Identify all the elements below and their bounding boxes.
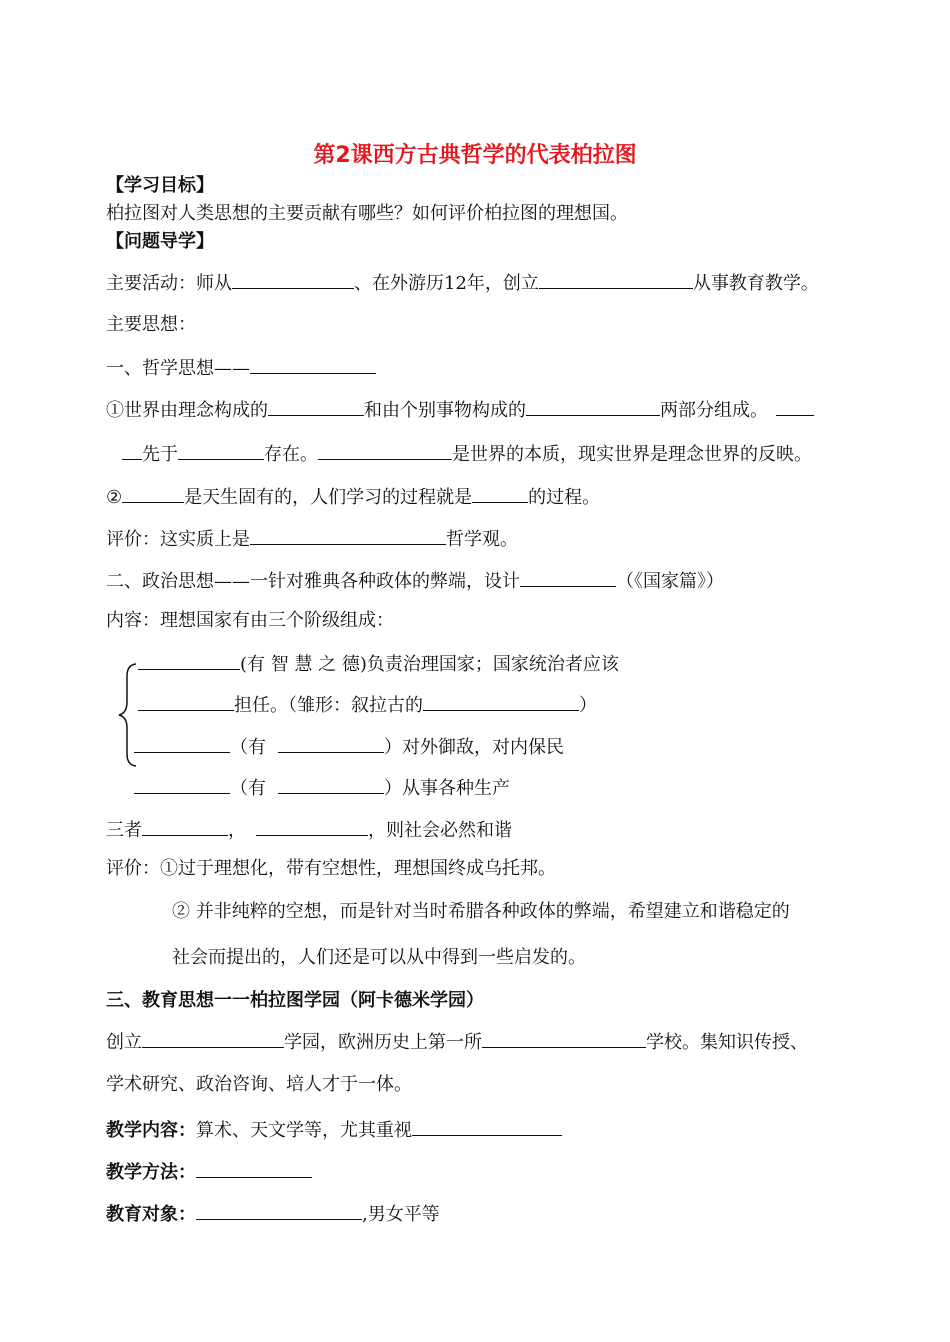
class-rulers-cont: 担任。（雏形：叙拉古的 ）	[138, 692, 597, 718]
philosophy-eval: 评价：这实质上是 哲学观。	[106, 526, 518, 552]
blank	[138, 651, 240, 670]
philosophy-heading: 一、哲学思想——	[106, 355, 376, 381]
blank	[142, 817, 228, 836]
goal-heading: 【学习目标】	[106, 175, 214, 196]
politics-eval-3: 社会而提出的，人们还是可以从中得到一些启发的。	[172, 947, 586, 968]
blank	[196, 1159, 312, 1178]
blank	[423, 692, 579, 711]
politics-content: 内容：理想国家有由三个阶级组成：	[106, 610, 394, 631]
blank	[250, 526, 446, 545]
activity-line: 主要活动：师从 、在外游历12年，创立 从事教育教学。	[106, 270, 819, 296]
blank	[412, 1117, 562, 1136]
blank	[196, 1201, 362, 1220]
philosophy-line-1: ①世界由理念构成的 和由个别事物构成的 两部分组成。	[106, 397, 814, 423]
three-classes-line: 三者 ， ，则社会必然和谐	[106, 817, 512, 843]
education-founding-cont: 学术研究、政治咨询、培人才于一体。	[106, 1074, 412, 1095]
blank	[472, 484, 528, 503]
class-guardians: （有 ）对外御敌，对内保民	[134, 734, 564, 760]
blank	[520, 568, 616, 587]
education-founding: 创立 学园，欧洲历史上第一所 学校。集知识传授、	[106, 1029, 808, 1055]
blank	[178, 441, 264, 460]
education-heading: 三、教育思想一一柏拉图学园（阿卡德米学园）	[106, 990, 484, 1011]
document-title: 第2课西方古典哲学的代表柏拉图	[313, 143, 637, 168]
teaching-method: 教学方法：	[106, 1159, 312, 1185]
blank	[250, 355, 376, 374]
blank	[256, 817, 368, 836]
goal-text: 柏拉图对人类思想的主要贡献有哪些？如何评价柏拉图的理想国。	[106, 203, 628, 224]
politics-eval-1: 评价：①过于理想化，带有空想性，理想国终成乌托邦。	[106, 858, 556, 879]
blank	[482, 1029, 646, 1048]
blank	[318, 441, 452, 460]
blank	[134, 734, 230, 753]
class-rulers: (有 智 慧 之 德)负责治理国家；国家统治者应该	[138, 651, 619, 677]
blank	[232, 270, 354, 289]
blank	[776, 397, 814, 416]
blank	[268, 397, 364, 416]
blank	[134, 775, 230, 794]
thought-heading: 主要思想：	[106, 314, 196, 335]
blank	[526, 397, 660, 416]
teaching-content: 教学内容：算术、天文学等，尤其重视	[106, 1117, 562, 1143]
class-producers: （有 ）从事各种生产	[134, 775, 510, 801]
blank	[539, 270, 693, 289]
education-target: 教育对象： ,男女平等	[106, 1201, 440, 1227]
blank	[278, 734, 384, 753]
guide-heading: 【问题导学】	[106, 231, 214, 252]
blank	[138, 692, 234, 711]
blank	[122, 441, 142, 460]
blank	[122, 484, 184, 503]
blank	[142, 1029, 284, 1048]
philosophy-line-3: ② 是天生固有的，人们学习的过程就是 的过程。	[106, 484, 600, 510]
politics-heading: 二、政治思想——一针对雅典各种政体的弊端，设计 （《国家篇》）	[106, 568, 724, 594]
politics-eval-2: ② 并非纯粹的空想，而是针对当时希腊各种政体的弊端，希望建立和谐稳定的	[172, 901, 790, 922]
philosophy-line-2: 先于 存在。 是世界的本质，现实世界是理念世界的反映。	[122, 441, 812, 467]
blank	[278, 775, 384, 794]
